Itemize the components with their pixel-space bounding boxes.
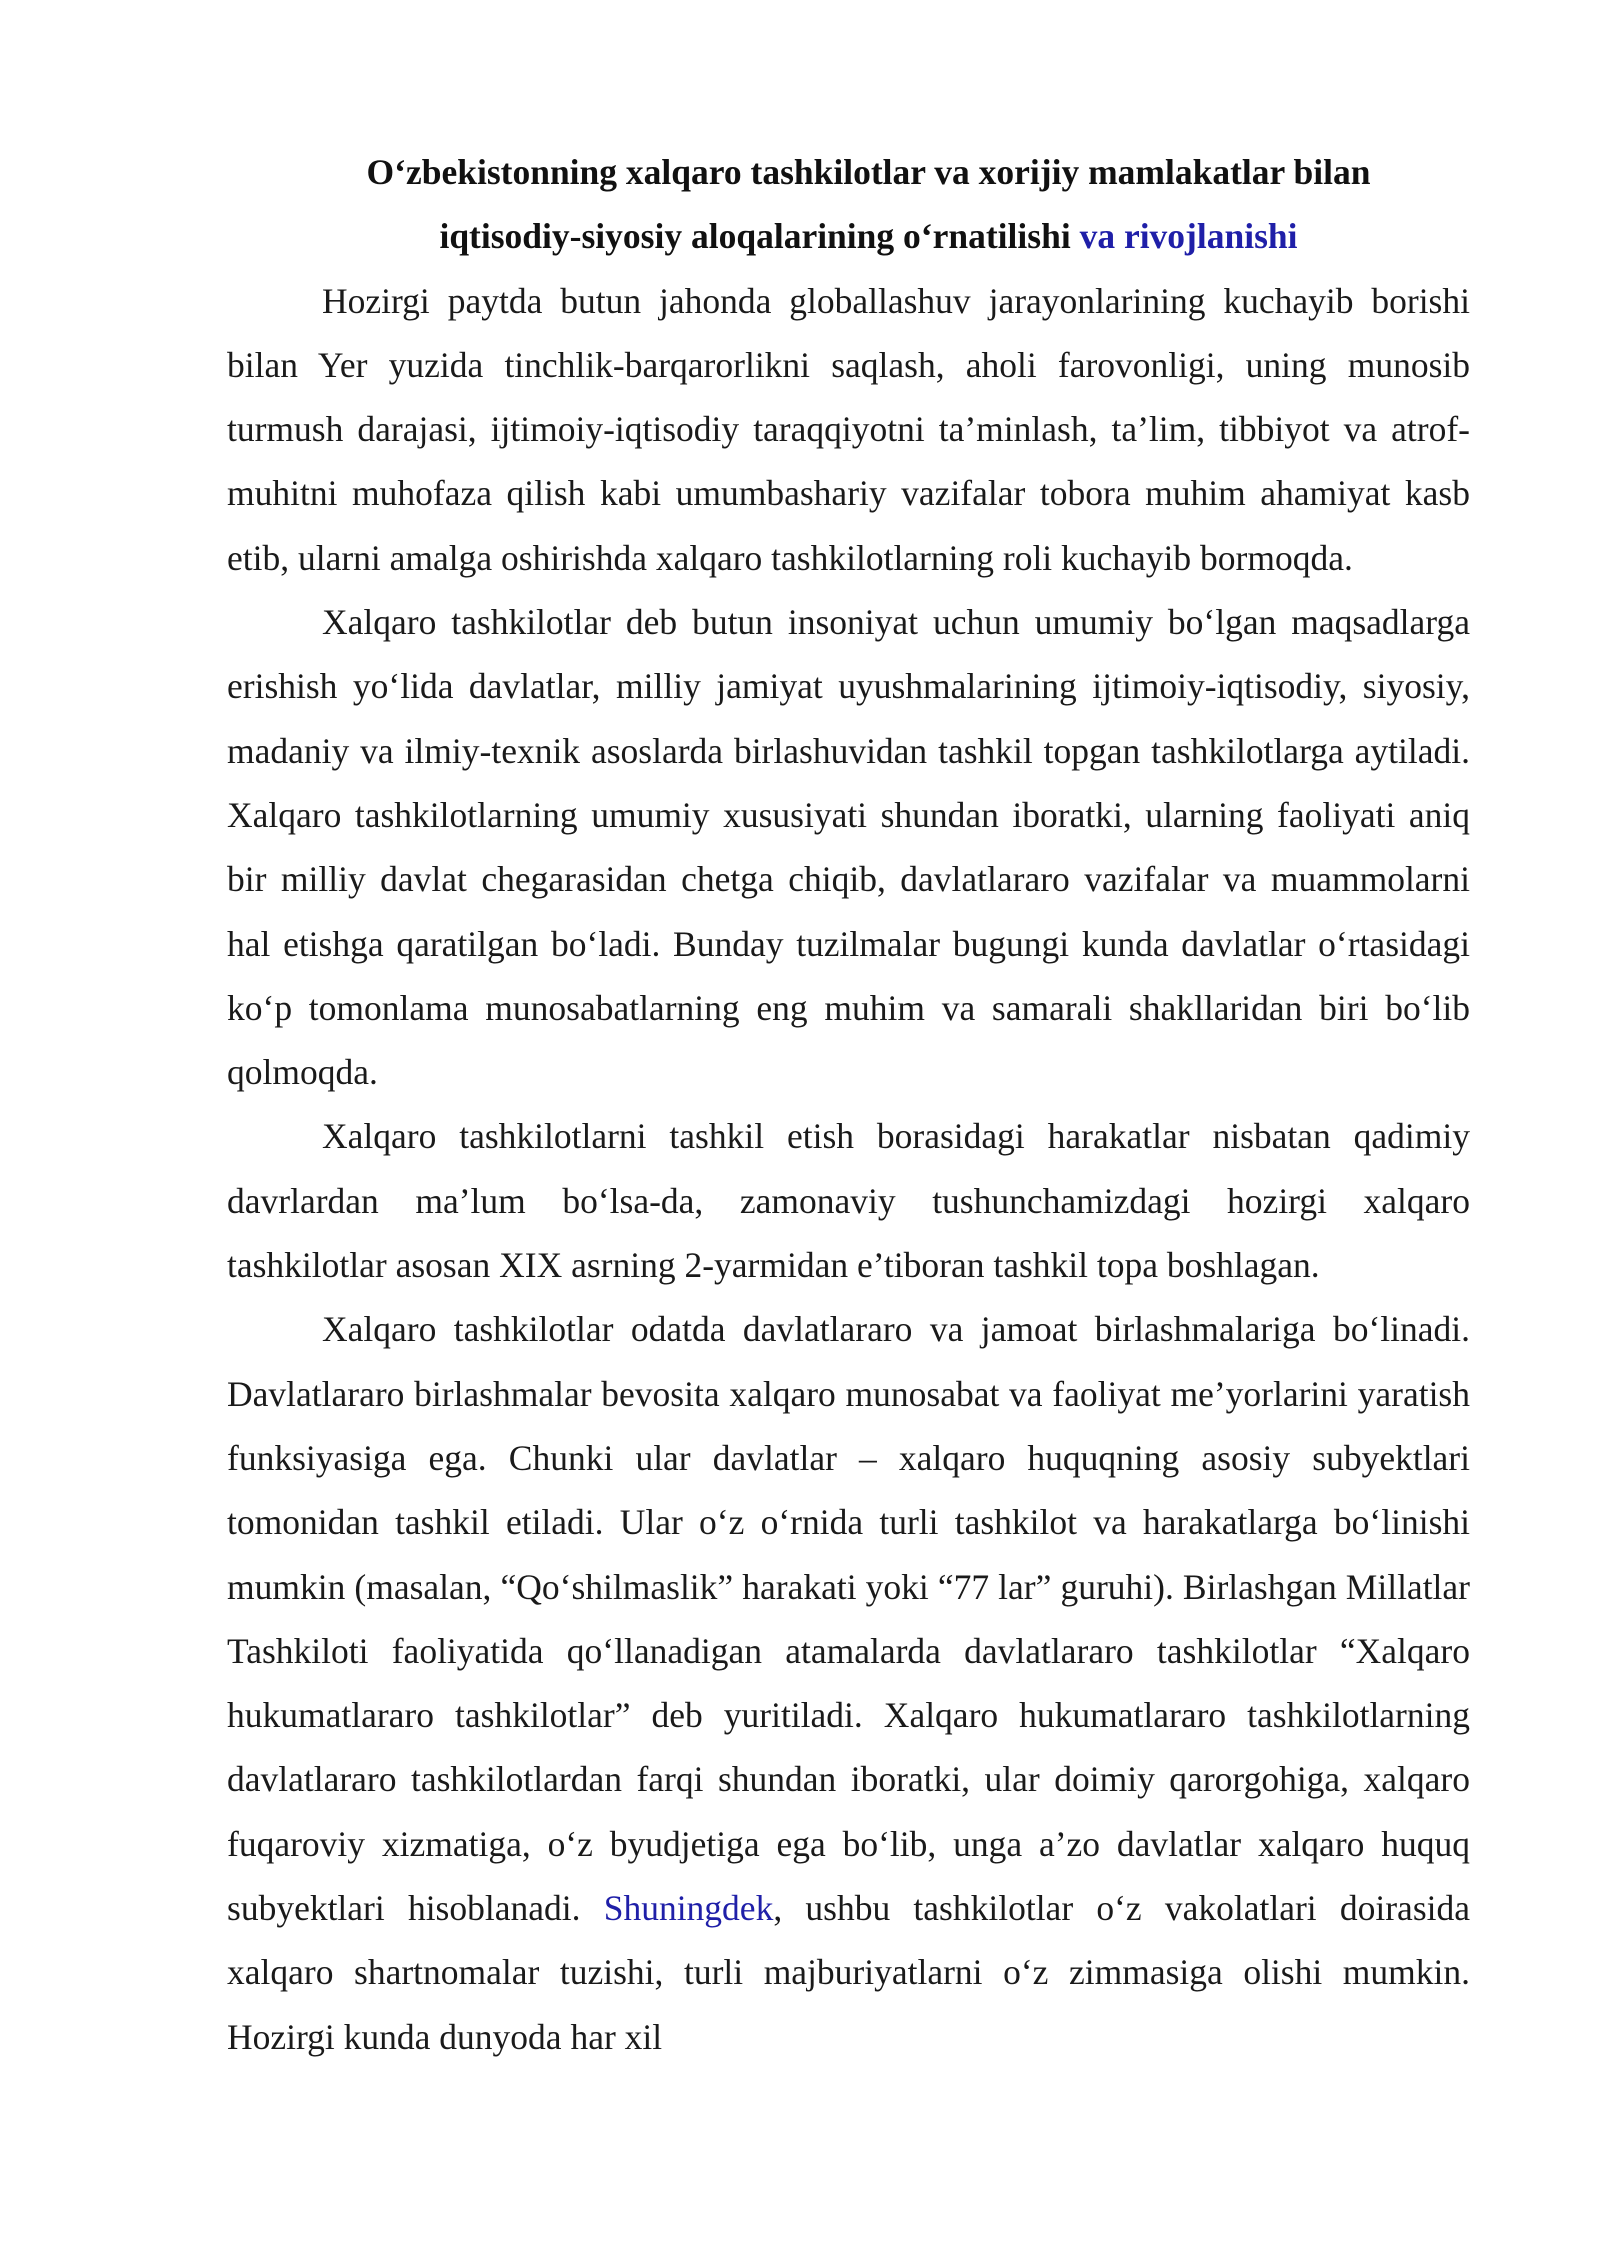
title-main-text: O‘zbekistonning xalqaro tashkilotlar va xorijiy mamlakatlar bilan iqtisodiy-siyosiy aloqalarining o‘rnatilishi: [366, 152, 1371, 257]
paragraph-4: [227, 1297, 1470, 2069]
paragraph-3: Xalqaro tashkilotlarni tashkil etish borasidagi harakatlar nisbatan qadimiy davrlardan ma’lum bo‘lsa-da, zamonaviy tushunchamizdagi hozirgi xalqaro tashkilotlar asosan XIX asrning 2-yarmidan e’tiboran tashkil topa boshlagan.: [227, 1116, 1470, 1286]
document-title: [227, 140, 1470, 269]
paragraph-1: Hozirgi paytda butun jahonda globallashuv jarayonlarining kuchayib borishi bilan Yer yuzida tinchlik-barqarorlikni saqlash, aholi farovonligi, uning munosib turmush darajasi, ijtimoiy-iqtisodiy taraqqiyotni ta’minlash, ta’lim, tibbiyot va atrof-muhitni muhofaza qilish kabi umumbashariy vazifalar tobora muhim ahamiyat kasb etib, ularni amalga oshirishda xalqaro tashkilotlarning roli kuchayib bormoqda.: [227, 280, 1470, 578]
paragraph-4-text-end: , ushbu tashkilotlar o‘z vakolatlari doirasida xalqaro shartnomalar tuzishi, turli majburiyatlarni o‘z zimmasiga olishi mumkin. Hozirgi kunda dunyoda har xil: [227, 1888, 1470, 2057]
title-accent-text: va rivojlanishi: [1079, 216, 1298, 257]
highlighted-word-link[interactable]: Shuningdek: [603, 1888, 774, 1929]
paragraph-2: Xalqaro tashkilotlar deb butun insoniyat uchun umumiy bo‘lgan maqsadlarga erishish yo‘lida davlatlar, milliy jamiyat uyushmalarining ijtimoiy-iqtisodiy, siyosiy, madaniy va ilmiy-texnik asoslarda birlashuvidan tashkil topgan tashkilotlarga aytiladi. Xalqaro tashkilotlarning umumiy xususiyati shundan iboratki, ularning faoliyati aniq bir milliy davlat chegarasidan chetga chiqib, davlatlararo vazifalar va muammolarni hal etishga qaratilgan bo‘ladi. Bunday tuzilmalar bugungi kunda davlatlar o‘rtasidagi ko‘p tomonlama munosabatlarning eng muhim va samarali shakllaridan biri bo‘lib qolmoqda.: [227, 602, 1470, 1093]
paragraph-4-text-start: Xalqaro tashkilotlar odatda davlatlararo va jamoat birlashmalariga bo‘linadi. Davlatlararo birlashmalar bevosita xalqaro munosabat va faoliyat me’yorlarini yaratish funksiyasiga ega. Chunki ular davlatlar – xalqaro huquqning asosiy subyektlari tomonidan tashkil etiladi. Ular o‘z o‘rnida turli tashkilot va harakatlarga bo‘linishi mumkin (masalan, “Qo‘shilmaslik” harakati yoki “77 lar” guruhi). Birlashgan Millatlar Tashkiloti faoliyatida qo‘llanadigan atamalarda davlatlararo tashkilotlar “Xalqaro hukumatlararo tashkilotlar” deb yuritiladi. Xalqaro hukumatlararo tashkilotlarning davlatlararo tashkilotlardan farqi shundan iboratki, ular doimiy qarorgohiga, xalqaro fuqaroviy xizmatiga, o‘z byudjetiga ega bo‘lib, unga a’zo davlatlar xalqaro huquq subyektlari hisoblanadi.: [227, 1309, 1470, 1929]
document-body: [227, 140, 1470, 2069]
